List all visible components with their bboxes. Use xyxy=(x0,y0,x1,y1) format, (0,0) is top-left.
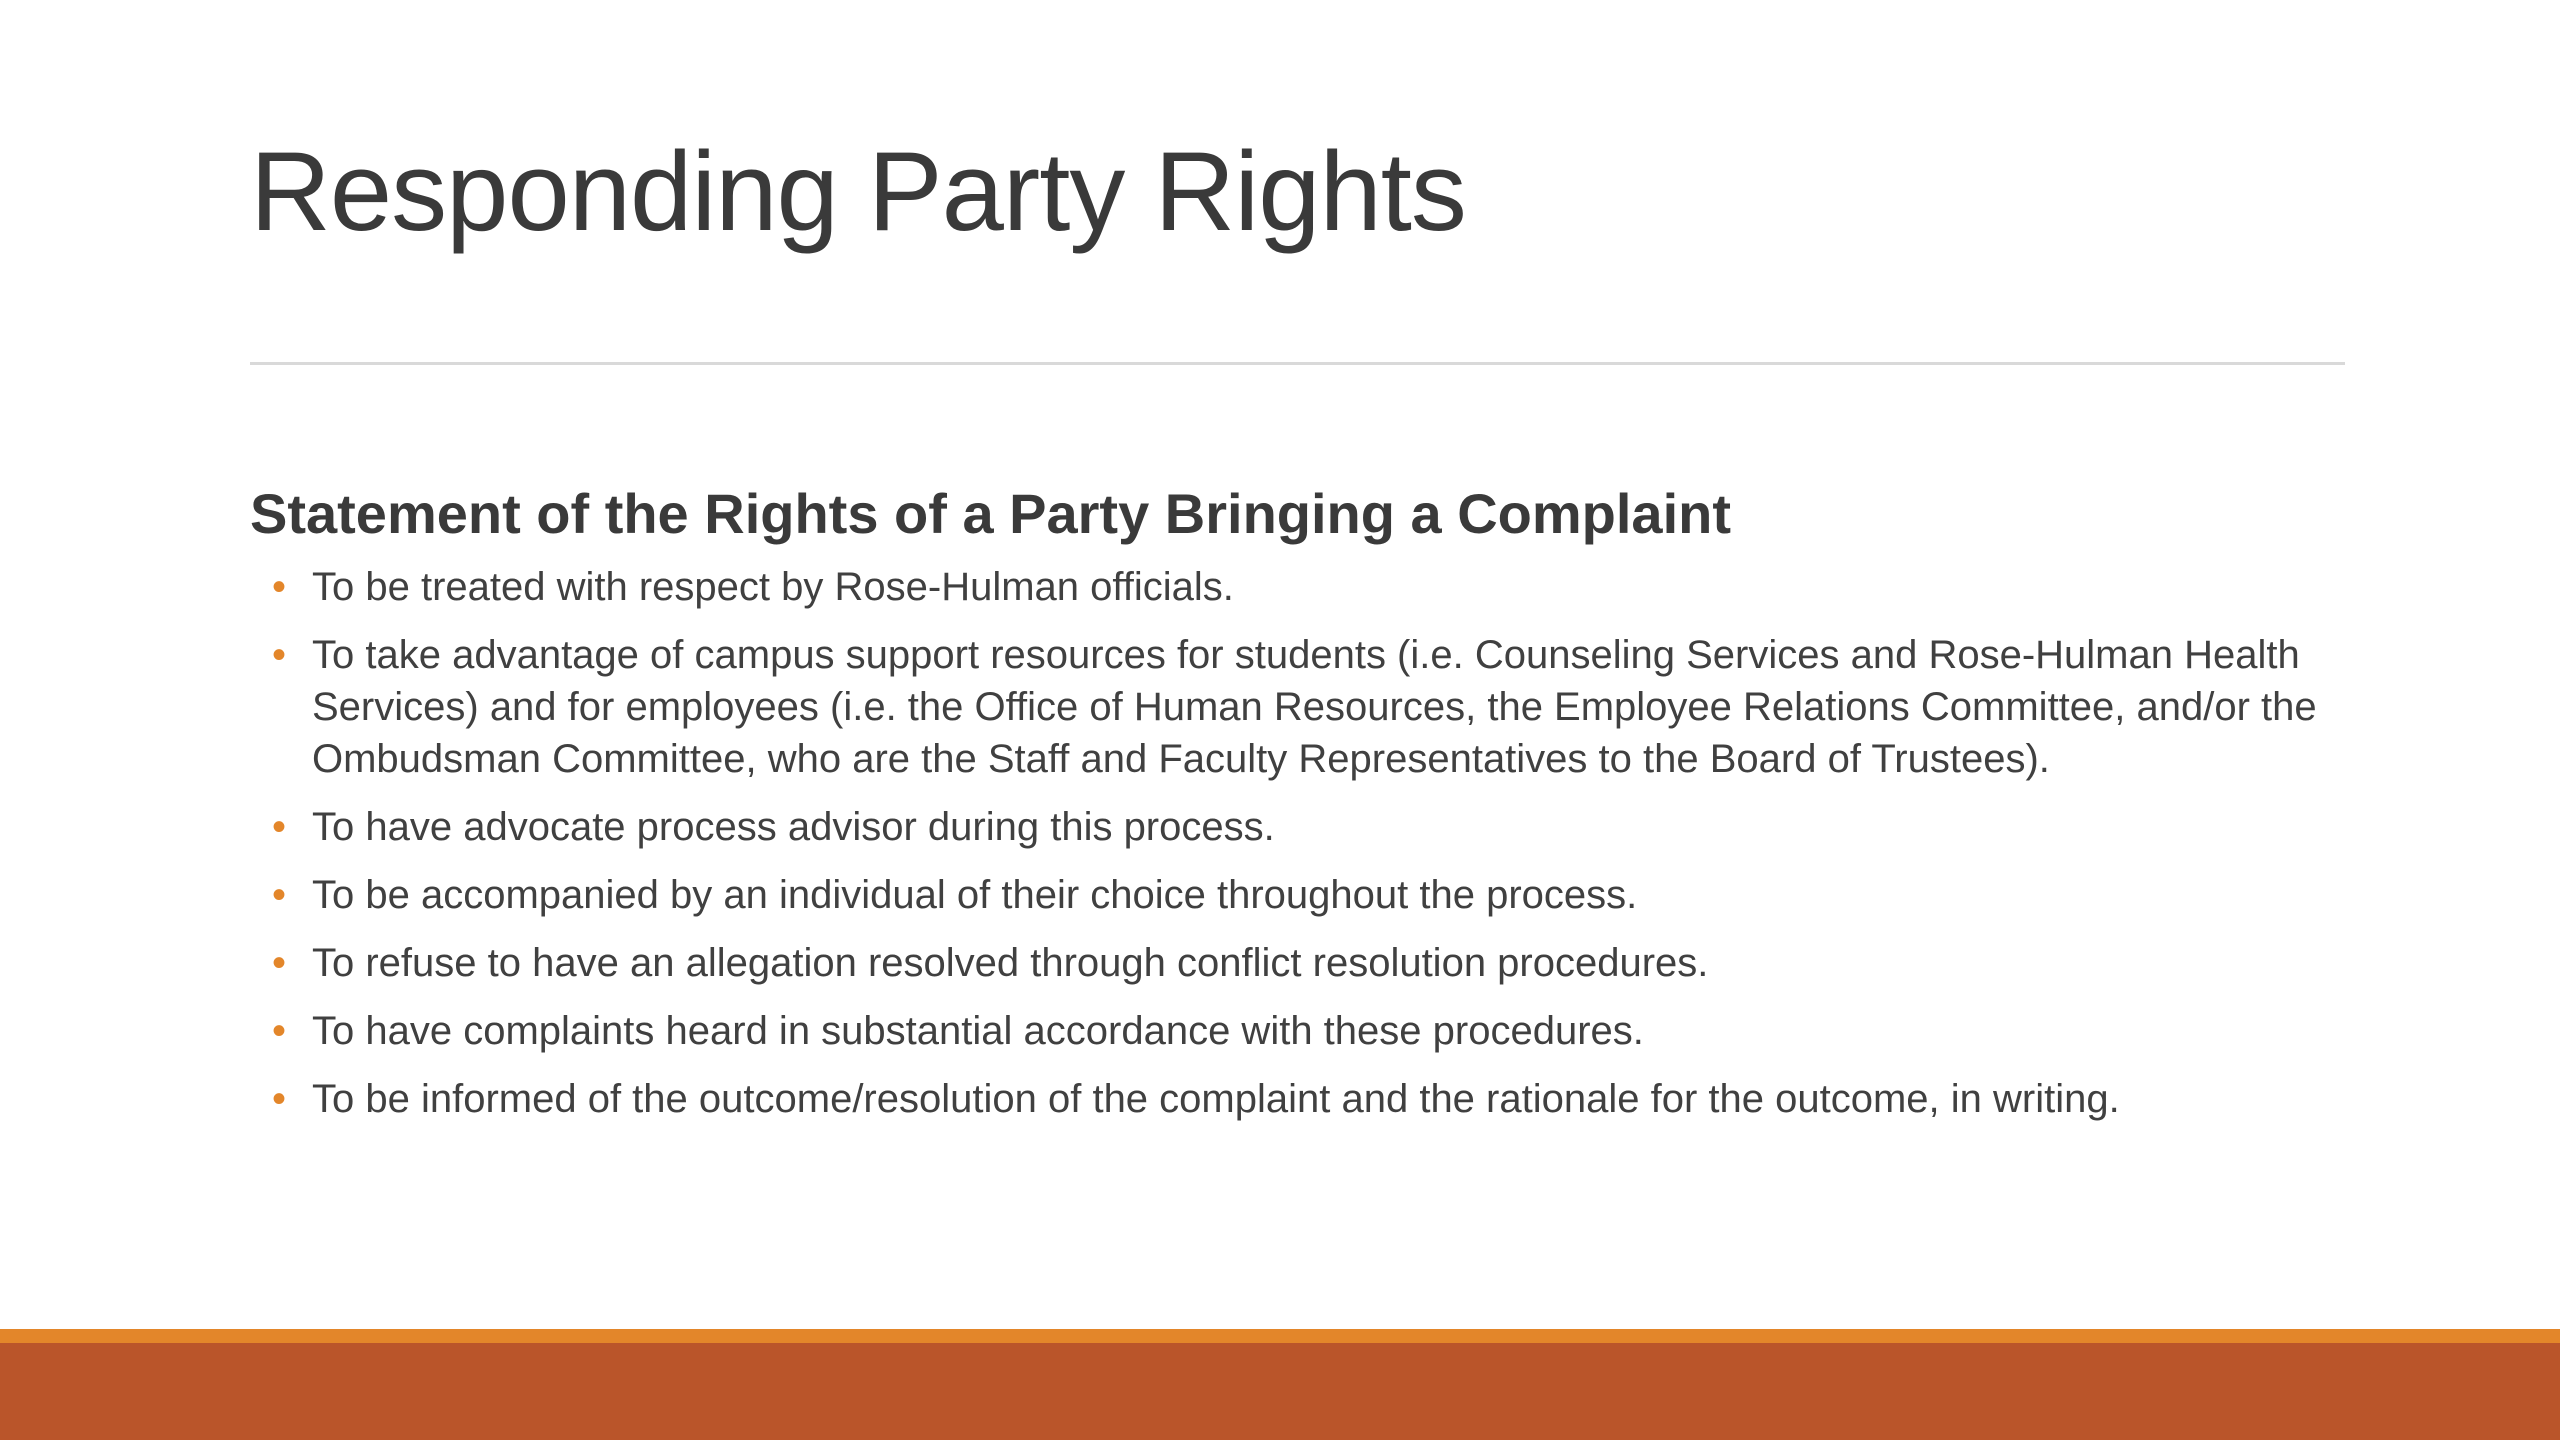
bullet-text: To refuse to have an allegation resolved through conflict resolution procedures. xyxy=(312,941,1709,986)
bullet-list xyxy=(250,561,2330,1125)
footer-accent-stripe xyxy=(0,1329,2560,1343)
bullet-item xyxy=(250,869,2330,921)
bullet-text: To have complaints heard in substantial accordance with these procedures. xyxy=(312,1009,1644,1054)
bullet-item xyxy=(250,629,2330,785)
title-divider xyxy=(250,362,2345,365)
bullet-item xyxy=(250,937,2330,989)
bullet-text: To be accompanied by an individual of their choice throughout the process. xyxy=(312,873,1638,918)
section-heading: Statement of the Rights of a Party Bringing a Complaint xyxy=(250,482,1731,545)
slide-content xyxy=(250,480,2330,1141)
bullet-item xyxy=(250,1005,2330,1057)
bullet-icon: • xyxy=(272,805,287,850)
bullet-text: To be informed of the outcome/resolution of the complaint and the rationale for the outcome, in writing. xyxy=(312,1077,2120,1122)
bullet-icon: • xyxy=(272,1009,287,1054)
bullet-icon: • xyxy=(272,1077,287,1122)
slide-title: Responding Party Rights xyxy=(250,129,1466,254)
footer-band xyxy=(0,1343,2560,1440)
bullet-icon: • xyxy=(272,633,287,678)
bullet-item xyxy=(250,1073,2330,1125)
bullet-item xyxy=(250,801,2330,853)
bullet-icon: • xyxy=(272,873,287,918)
bullet-icon: • xyxy=(272,565,287,610)
bullet-item xyxy=(250,561,2330,613)
bullet-icon: • xyxy=(272,941,287,986)
bullet-text: To be treated with respect by Rose-Hulman officials. xyxy=(312,565,1234,610)
bullet-text: To take advantage of campus support resources for students (i.e. Counseling Services and Rose-Hulman Health Services) and for employees (i.e. the Office of Human Resources, the Employee Relations Committee, and/or the Ombudsman Committee, who are the Staff and Faculty Representatives to the Board of Trustees). xyxy=(312,633,2317,782)
bullet-text: To have advocate process advisor during this process. xyxy=(312,805,1275,850)
